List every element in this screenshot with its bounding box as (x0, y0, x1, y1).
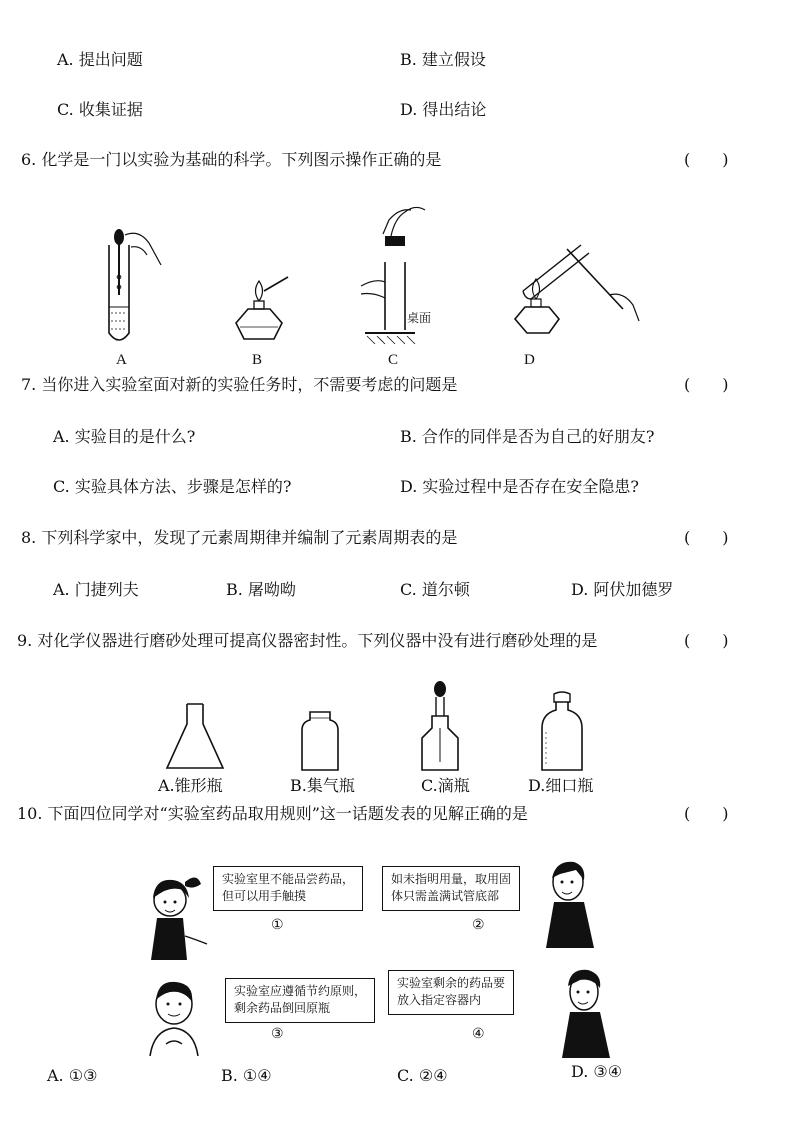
bubble-number-2: ② (472, 917, 485, 933)
bubble-number-1: ① (271, 917, 284, 933)
bubble-2-line-1: 如未指明用量，取用固 (391, 872, 512, 886)
q9-stem: 9. 对化学仪器进行磨砂处理可提高仪器密封性。下列仪器中没有进行磨砂处理的是 (17, 631, 598, 650)
q6-figure-c-test-tube-on-desk (355, 198, 435, 348)
q9-label-b: B.集气瓶 (290, 776, 355, 795)
q5-option-d: D. 得出结论 (400, 100, 487, 119)
q10-option-d: D. ③④ (571, 1062, 623, 1081)
bubble-number-4: ④ (472, 1026, 485, 1042)
q9-label-a: A.锥形瓶 (158, 776, 223, 795)
bubble-2-line-2: 体只需盖满试管底部 (391, 889, 500, 904)
q6-desk-label: 桌面 (407, 311, 432, 325)
bubble-4-line-2: 放入指定容器内 (397, 993, 482, 1008)
bubble-1-line-1: 实验室里不能品尝药品， (222, 872, 355, 886)
q8-option-a: A. 门捷列夫 (53, 580, 139, 599)
q8-option-b: B. 屠呦呦 (226, 580, 296, 599)
q10-option-c: C. ②④ (397, 1066, 448, 1085)
speech-bubble-1 (213, 866, 363, 911)
q7-option-b: B. 合作的同伴是否为自己的好朋友? (400, 427, 655, 446)
q6-figure-b-alcohol-lamp (230, 275, 300, 350)
bubble-3-line-1: 实验室应遵循节约原则， (234, 984, 367, 998)
q9-gas-jar (300, 710, 340, 772)
q9-conical-flask (165, 700, 225, 772)
bubble-4-line-1: 实验室剩余的药品要 (397, 976, 506, 990)
q6-stem: 6. 化学是一门以实验为基础的科学。下列图示操作正确的是 (21, 150, 442, 169)
bubble-1-line-2: 但可以用手触摸 (222, 889, 307, 904)
q9-narrow-mouth-bottle (540, 692, 584, 772)
speech-bubble-4 (388, 970, 514, 1015)
q8-option-d: D. 阿伏加德罗 (571, 580, 674, 599)
q6-figure-label-c: C (388, 352, 399, 368)
q9-label-d: D.细口瓶 (528, 776, 594, 795)
bubble-number-3: ③ (271, 1026, 284, 1042)
q5-option-c: C. 收集证据 (57, 100, 143, 119)
q10-answer-bracket: ( ) (684, 804, 729, 823)
q6-figure-label-b: B (252, 352, 263, 368)
q10-stem: 10. 下面四位同学对“实验室药品取用规则”这一话题发表的见解正确的是 (17, 804, 528, 823)
q5-option-a: A. 提出问题 (57, 50, 143, 69)
q6-figure-d-heating-test-tube (505, 235, 645, 345)
q9-label-c: C.滴瓶 (421, 776, 470, 795)
q9-answer-bracket: ( ) (684, 631, 729, 650)
q6-figure-label-a: A (116, 352, 127, 368)
student-4-boy-illustration (558, 968, 618, 1060)
q7-stem: 7. 当你进入实验室面对新的实验任务时，不需要考虑的问题是 (21, 375, 458, 394)
q8-stem: 8. 下列科学家中，发现了元素周期律并编制了元素周期表的是 (21, 528, 458, 547)
q7-answer-bracket: ( ) (684, 375, 729, 394)
q8-option-c: C. 道尔顿 (400, 580, 470, 599)
student-1-girl-illustration (135, 870, 220, 970)
speech-bubble-2 (382, 866, 520, 911)
bubble-3-line-2: 剩余药品倒回原瓶 (234, 1001, 331, 1016)
q7-option-d: D. 实验过程中是否存在安全隐患? (400, 477, 640, 496)
student-3-boy-illustration (140, 978, 210, 1058)
q8-answer-bracket: ( ) (684, 528, 729, 547)
q6-answer-bracket: ( ) (684, 150, 729, 169)
q10-option-a: A. ①③ (47, 1066, 98, 1085)
q9-dropper-bottle (420, 680, 460, 772)
q6-figure-label-d: D (524, 352, 535, 368)
q7-option-a: A. 实验目的是什么? (53, 427, 196, 446)
speech-bubble-3 (225, 978, 375, 1023)
student-2-boy-illustration (540, 858, 605, 950)
q6-figure-a-dropper-test-tube (95, 225, 175, 350)
q10-option-b: B. ①④ (221, 1066, 272, 1085)
q5-option-b: B. 建立假设 (400, 50, 486, 69)
q7-option-c: C. 实验具体方法、步骤是怎样的? (53, 477, 292, 496)
